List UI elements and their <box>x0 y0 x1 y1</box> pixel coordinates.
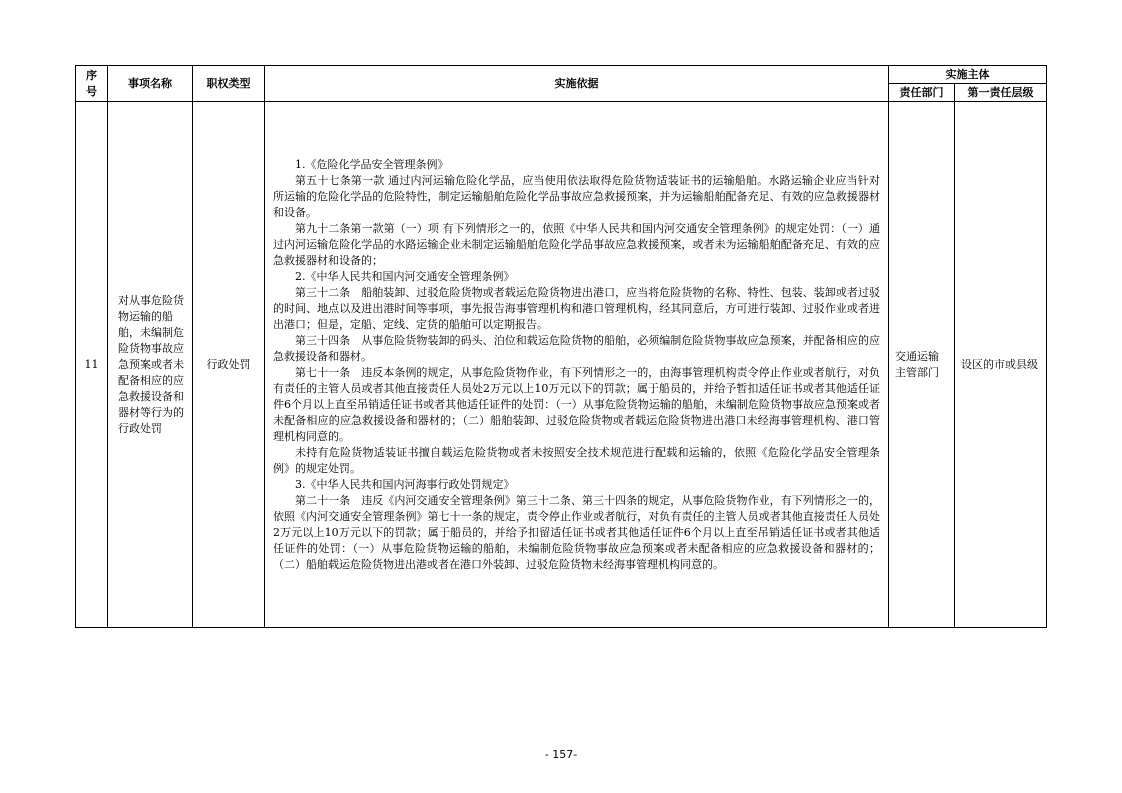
basis-paragraph: 第五十七条第一款 通过内河运输危险化学品，应当使用依法取得危险货物适装证书的运输船舶。水路运输企业应当针对所运输的危险化学品的危险特性，制定运输船舶危险化学品事故应急救援预案，并为运输船舶配备充足、有效的应急救援器材和设备。 <box>273 173 880 219</box>
header-basis: 实施依据 <box>265 66 889 102</box>
power-list-table <box>75 65 1047 628</box>
basis-paragraph: 未持有危险货物适装证书擅自载运危险货物或者未按照安全技术规范进行配载和运输的，依照《危险化学品安全管理条例》的规定处罚。 <box>273 445 880 475</box>
basis-paragraph: 第二十一条 违反《内河交通安全管理条例》第三十二条、第三十四条的规定，从事危险货物作业，有下列情形之一的，依照《内河交通安全管理条例》第七十一条的规定，责令停止作业或者航行，对负有责任的主管人员或者其他直接责任人员处2万元以上10万元以下的罚款；属于船员的，并给予扣留适任证书或者其他适任证件6个月以上直至吊销适任证书或者其他适任证件的处罚：（一）从事危险货物运输的船舶，未编制危险货物事故应急预案或者未配备相应的应急救援设备和器材的；（二）船舶载运危险货物进出港或者在港口外装卸、过驳危险货物未经海事管理机构同意的。 <box>273 493 880 571</box>
row-basis <box>265 102 889 628</box>
basis-paragraph: 3.《中华人民共和国内河海事行政处罚规定》 <box>295 477 515 491</box>
basis-paragraph: 1.《危险化学品安全管理条例》 <box>295 157 449 171</box>
page-number: - 157- <box>544 748 578 761</box>
row-power-type: 行政处罚 <box>193 102 265 628</box>
basis-paragraph: 第三十四条 从事危险货物装卸的码头、泊位和载运危险货物的船舶，必须编制危险货物事故应急预案，并配备相应的应急救援设备和器材。 <box>273 333 880 363</box>
header-seq: 序号 <box>76 66 108 102</box>
basis-paragraph: 第三十二条 船舶装卸、过驳危险货物或者载运危险货物进出港口，应当将危险货物的名称、特性、包装、装卸或者过驳的时间、地点以及进出港时间等事项，事先报告海事管理机构和港口管理机构，经其同意后，方可进行装卸、过驳作业或者进出港口；但是，定船、定线、定货的船舶可以定期报告。 <box>273 285 880 331</box>
row-seq: 11 <box>76 102 108 628</box>
basis-paragraph: 第九十二条第一款第（一）项 有下列情形之一的，依照《中华人民共和国内河交通安全管理条例》的规定处罚：（一）通过内河运输危险化学品的水路运输企业未制定运输船舶危险化学品事故应急救援预案，或者未为运输船舶配备充足、有效的应急救援器材和设备的； <box>273 221 880 267</box>
row-level: 设区的市或县级 <box>955 102 1047 628</box>
header-item-name: 事项名称 <box>108 66 193 102</box>
header-power-type: 职权类型 <box>193 66 265 102</box>
basis-paragraph: 第七十一条 违反本条例的规定，从事危险货物作业，有下列情形之一的，由海事管理机构责令停止作业或者航行，对负有责任的主管人员或者其他直接责任人员处2万元以上10万元以下的罚款；属于船员的，并给予暂扣适任证书或者其他适任证件6个月以上直至吊销适任证书或者其他适任证件的处罚：（一）从事危险货物运输的船舶，未编制危险货物事故应急预案或者未配备相应的应急救援设备和器材的；（二）船舶装卸、过驳危险货物或者载运危险货物进出港口未经海事管理机构、港口管理机构同意的。 <box>273 365 880 443</box>
table-row <box>76 102 1047 628</box>
header-dept: 责任部门 <box>889 84 955 102</box>
basis-paragraph: 2.《中华人民共和国内河交通安全管理条例》 <box>295 269 515 283</box>
header-subject: 实施主体 <box>889 66 1047 84</box>
row-dept: 交通运输主管部门 <box>889 102 955 628</box>
header-level: 第一责任层级 <box>955 84 1047 102</box>
row-item-name: 对从事危险货物运输的船舶，未编制危险货物事故应急预案或者未配备相应的应急救援设备和器材等行为的行政处罚 <box>108 102 193 628</box>
